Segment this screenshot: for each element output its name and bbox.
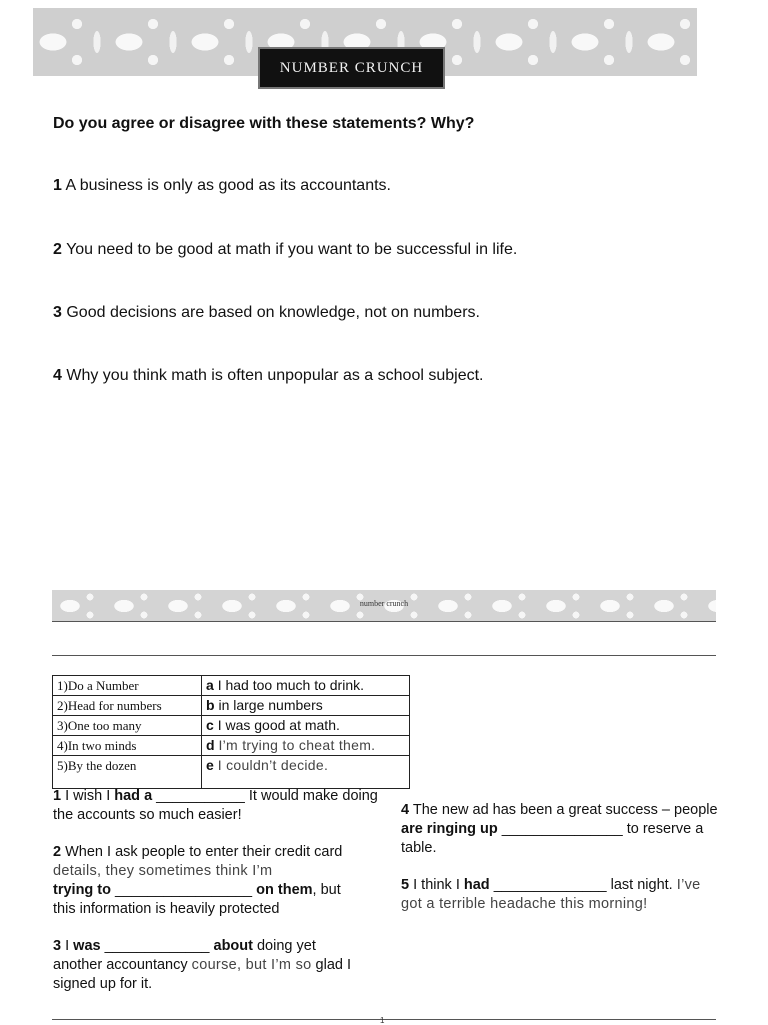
table-row [53,736,410,756]
idiom-cell: 1)Do a Number [53,676,202,696]
exercise-4: 4 The new ad has been a great success – people are ringing up _______________ to reserve a table. [401,802,718,856]
meaning-cell: b in large numbers [202,696,410,716]
statement-2: 2 You need to be good at math if you want to be successful in life. [53,241,518,258]
exercise-2: 2 When I ask people to enter their credit card details, they sometimes think I’m trying to _________________ on them, but this information is heavily protected [53,844,343,917]
footer-banner-label: number crunch [359,599,409,608]
statement-3: 3 Good decisions are based on knowledge, not on numbers. [53,304,480,321]
meaning-cell: e I couldn’t decide. [202,756,410,789]
page-title: NUMBER CRUNCH [258,47,445,89]
idiom-cell: 3)One too many [53,716,202,736]
divider [52,621,716,622]
table-row [53,756,410,789]
page-number: 1 [380,1016,385,1025]
meaning-cell: d I’m trying to cheat them. [202,736,410,756]
exercise-5: 5 I think I had ______________ last night. I’ve got a terrible headache this morning! [401,877,701,912]
meaning-cell: c I was good at math. [202,716,410,736]
table-row [53,716,410,736]
idiom-cell: 4)In two minds [53,736,202,756]
idiom-cell: 5)By the dozen [53,756,202,789]
divider [52,655,716,656]
statement-1: 1 A business is only as good as its accountants. [53,177,391,194]
matching-table [52,675,410,789]
statement-4: 4 Why you think math is often unpopular as a school subject. [53,367,484,384]
table-row [53,696,410,716]
exercise-3: 3 I was _____________ about doing yet another accountancy course, but I’m so glad I signed up for it. [53,938,351,992]
table-row [53,676,410,696]
question-heading: Do you agree or disagree with these statements? Why? [53,115,475,132]
exercise-1: 1 I wish I had a ___________ It would make doing the accounts so much easier! [53,788,378,823]
footer-banner [52,590,716,622]
idiom-cell: 2)Head for numbers [53,696,202,716]
meaning-cell: a I had too much to drink. [202,676,410,696]
